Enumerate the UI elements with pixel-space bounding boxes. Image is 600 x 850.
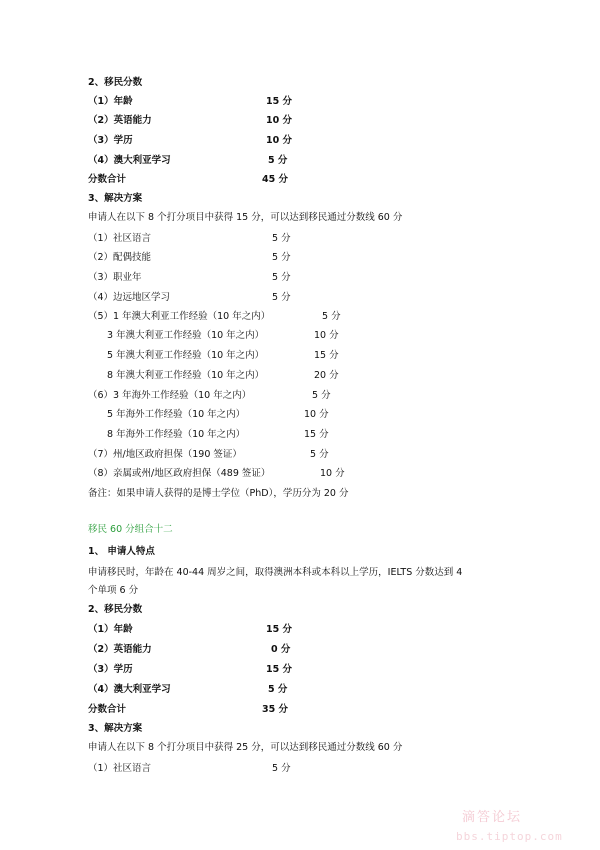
section-heading-applicant: 1、 申请人特点 [88,546,155,557]
solution-row-label: （8）亲属或州/地区政府担保（489 签证） [88,468,271,479]
solution-row-label: （7）州/地区政府担保（190 签证） [88,449,242,460]
solution-row-label: 5 年海外工作经验（10 年之内） [107,409,246,420]
solution-row-label: （2）配偶技能 [88,252,152,263]
solution-row-value: 10 分 [304,409,329,420]
forum-watermark-url: bbs.tiptop.com [456,830,563,843]
score-row-value: 5 分 [268,684,288,695]
solution-row-value: 5 分 [272,272,291,283]
score-row-label: （1）年龄 [88,96,133,107]
solution-row-label: 3 年澳大利亚工作经验（10 年之内） [107,330,265,341]
score-total-value: 35 分 [262,704,289,715]
solution-row-value: 20 分 [314,370,339,381]
solution-row-label: 8 年海外工作经验（10 年之内） [107,429,246,440]
score-row-label: （2）英语能力 [88,115,152,126]
solution-row-label: （3）职业年 [88,272,142,283]
solution-row-label: （6）3 年海外工作经验（10 年之内） [88,390,252,401]
solution-row-value: 5 分 [272,252,291,263]
solution-row-value: 5 分 [272,233,291,244]
score-row-value: 10 分 [266,115,293,126]
section-heading-solution: 3、解决方案 [88,723,143,734]
solution-row-label: （5）1 年澳大利亚工作经验（10 年之内） [88,311,271,322]
solution-row-label: （4）边远地区学习 [88,292,171,303]
combo-title: 移民 60 分组合十二 [88,524,173,535]
solution-row-value: 5 分 [310,449,329,460]
solution-row-value: 15 分 [314,350,339,361]
solution-row-value: 5 分 [322,311,341,322]
applicant-desc-line: 申请移民时，年龄在 40-44 周岁之间，取得澳洲本科或本科以上学历，IELTS 分数达到 4 [88,567,463,578]
forum-watermark: 滴答论坛 [462,810,523,825]
solution-row-label: 5 年澳大利亚工作经验（10 年之内） [107,350,265,361]
solution-row-value: 5 分 [272,292,291,303]
score-row-value: 0 分 [271,644,291,655]
solution-row-value: 15 分 [304,429,329,440]
solution-row-value: 10 分 [314,330,339,341]
score-row-label: （4）澳大利亚学习 [88,155,171,166]
score-row-value: 10 分 [266,135,293,146]
score-total-label: 分数合计 [88,174,127,185]
solution-row-label: （1）社区语言 [88,233,152,244]
score-row-value: 15 分 [266,664,293,675]
score-row-label: （1）年龄 [88,624,133,635]
score-total-label: 分数合计 [88,704,127,715]
score-total-value: 45 分 [262,174,289,185]
solution-row-label: 8 年澳大利亚工作经验（10 年之内） [107,370,265,381]
applicant-desc-line: 个单项 6 分 [88,585,139,596]
solution-row-value: 5 分 [272,763,291,774]
solution-intro: 申请人在以下 8 个打分项目中获得 15 分，可以达到移民通过分数线 60 分 [88,212,403,223]
score-row-value: 15 分 [266,624,293,635]
score-row-value: 5 分 [268,155,288,166]
solution-intro: 申请人在以下 8 个打分项目中获得 25 分，可以达到移民通过分数线 60 分 [88,742,403,753]
section-heading-scores: 2、移民分数 [88,77,143,88]
section-heading-solution: 3、解决方案 [88,193,143,204]
score-row-value: 15 分 [266,96,293,107]
solution-row-label: （1）社区语言 [88,763,152,774]
section-heading-scores: 2、移民分数 [88,604,143,615]
solution-row-value: 10 分 [320,468,345,479]
score-row-label: （3）学历 [88,664,133,675]
solution-note: 备注：如果申请人获得的是博士学位（PhD），学历分为 20 分 [88,488,349,499]
solution-row-value: 5 分 [312,390,331,401]
score-row-label: （4）澳大利亚学习 [88,684,171,695]
score-row-label: （2）英语能力 [88,644,152,655]
score-row-label: （3）学历 [88,135,133,146]
